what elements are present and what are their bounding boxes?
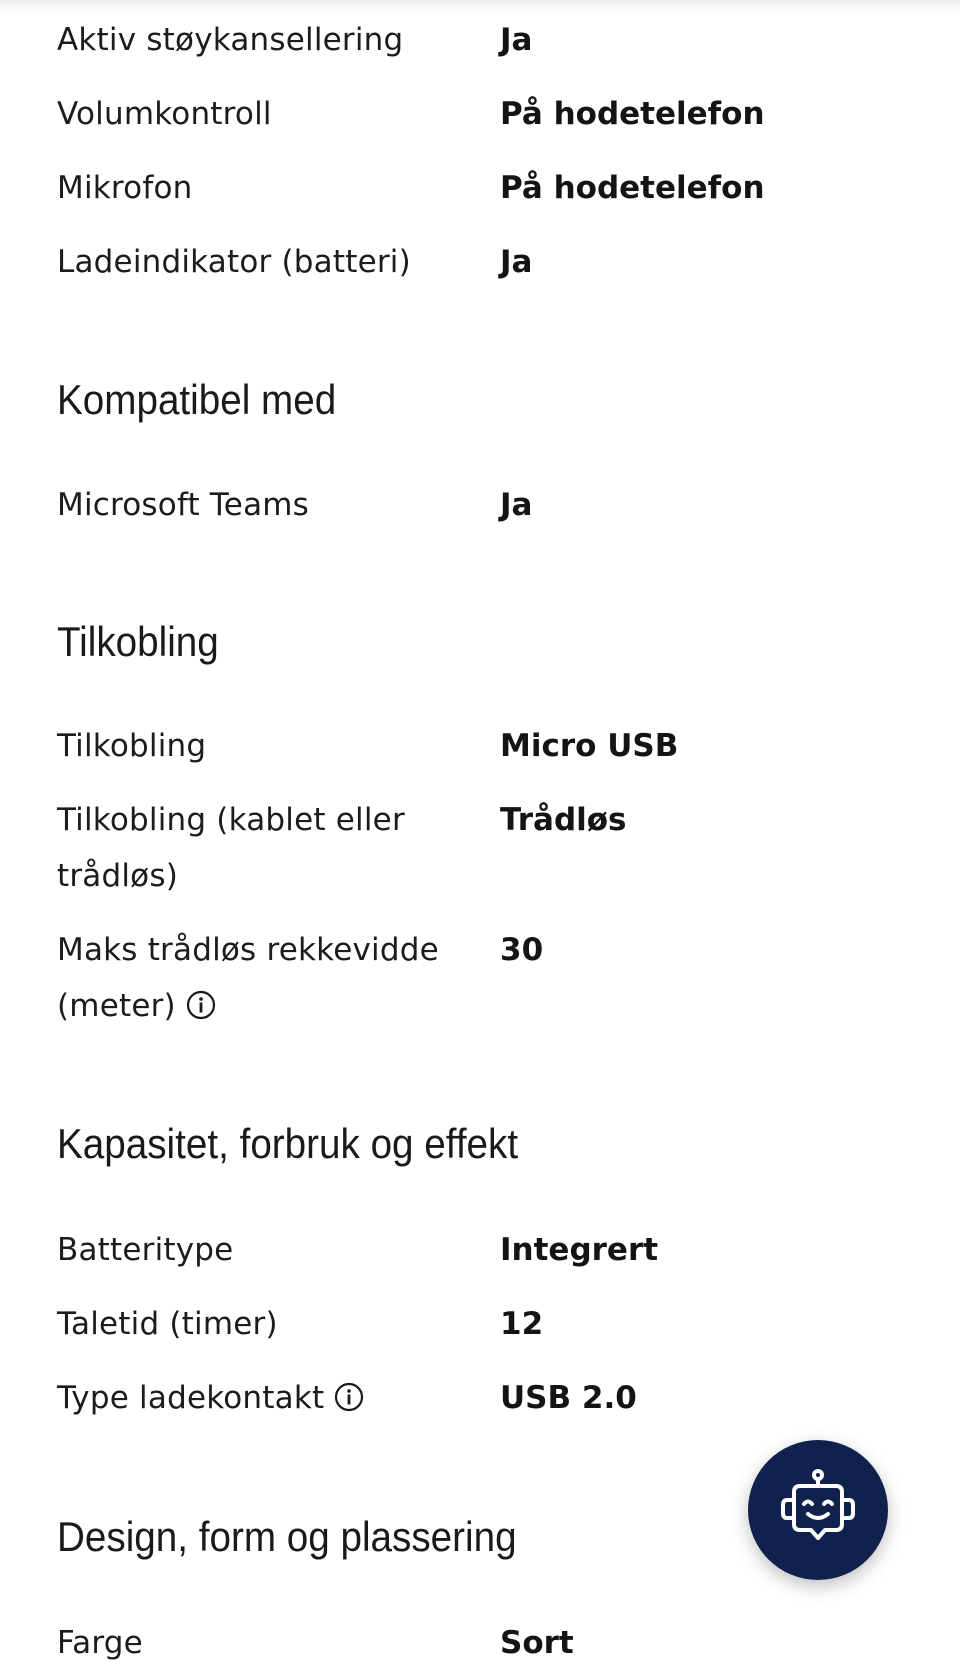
- spec-label: Mikrofon: [57, 170, 193, 206]
- spec-value: Integrert: [500, 1232, 659, 1268]
- spec-value: Micro USB: [500, 728, 679, 764]
- spec-label: Tilkobling: [57, 728, 207, 764]
- spec-label: Aktiv støykansellering: [57, 22, 404, 58]
- section-title-compatibility: Kompatibel med: [57, 376, 337, 423]
- spec-label: Ladeindikator (batteri): [57, 244, 411, 280]
- spec-value: På hodetelefon: [500, 96, 765, 132]
- robot-icon: [770, 1462, 866, 1558]
- spec-value: Sort: [500, 1625, 574, 1661]
- section-title-capacity: Kapasitet, forbruk og effekt: [57, 1120, 519, 1167]
- spec-label: Tilkobling (kablet eller trådløs): [57, 802, 405, 894]
- spec-label: Volumkontroll: [57, 96, 272, 132]
- spec-label: Microsoft Teams: [57, 487, 310, 523]
- info-circle-icon[interactable]: [186, 982, 216, 1012]
- spec-label: [57, 922, 457, 1034]
- spec-value: På hodetelefon: [500, 170, 765, 206]
- spec-value: USB 2.0: [500, 1380, 637, 1416]
- spec-label-text: Maks trådløs rekkevidde (meter): [57, 932, 439, 1024]
- section-title-connection: Tilkobling: [57, 618, 219, 665]
- spec-label: Batteritype: [57, 1232, 234, 1268]
- section-title-design: Design, form og plassering: [57, 1513, 517, 1560]
- spec-label: Farge: [57, 1625, 143, 1661]
- spec-label: Taletid (timer): [57, 1306, 278, 1342]
- spec-label: [57, 1370, 457, 1426]
- chatbot-button[interactable]: [748, 1440, 888, 1580]
- spec-value: Ja: [500, 244, 533, 280]
- spec-value: Ja: [500, 22, 533, 58]
- info-circle-icon[interactable]: [334, 1374, 364, 1404]
- spec-value: 30: [500, 932, 544, 968]
- spec-value: 12: [500, 1306, 544, 1342]
- spec-value: Ja: [500, 487, 533, 523]
- spec-value: Trådløs: [500, 802, 627, 838]
- spec-label-text: Type ladekontakt: [57, 1380, 325, 1416]
